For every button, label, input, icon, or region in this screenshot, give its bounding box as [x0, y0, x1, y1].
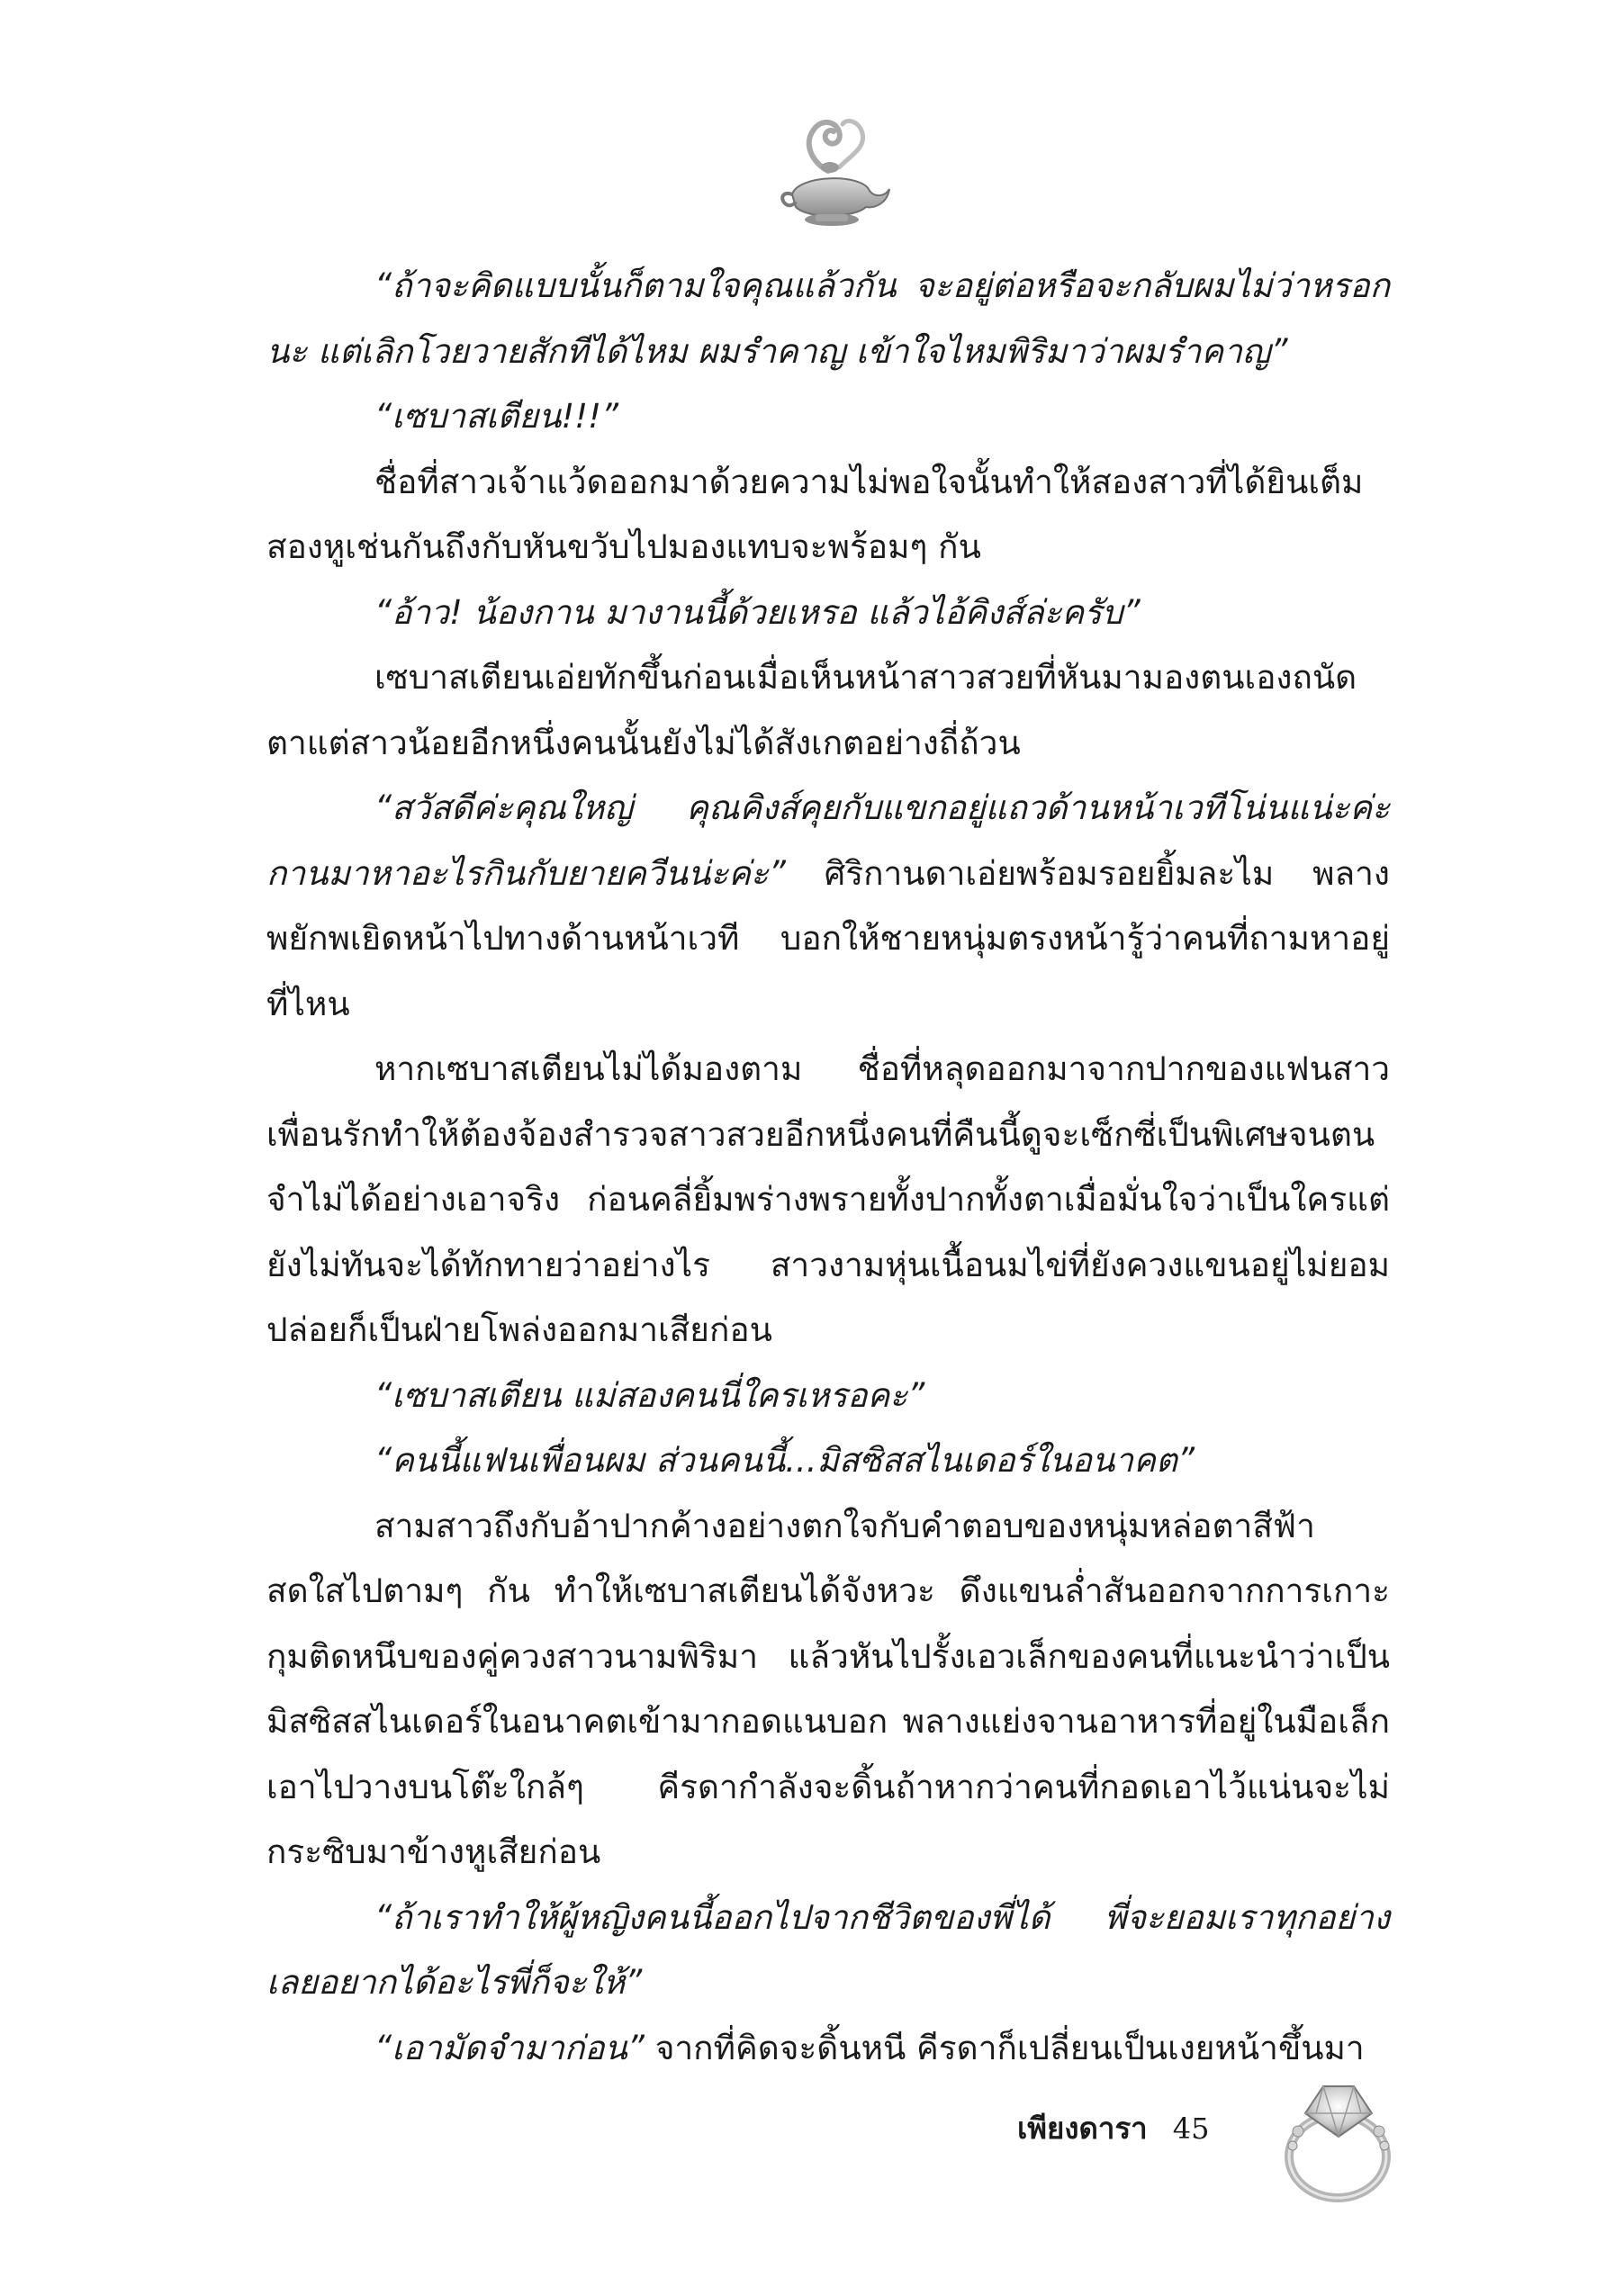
paragraph [266, 776, 1390, 1037]
page-footer [1017, 2104, 1260, 2152]
narration-text: เซบาสเตียนเอ่ยทักขึ้นก่อนเมื่อเห็นหน้าสาวสวยที่หันมามองตนเองถนัดตาแต่สาวน้อยอีกหนึ่งคนนั้นยังไม่ได้สังเกตอย่างถี่ถ้วน [266, 658, 1357, 762]
dialogue-text: “เอามัดจำมาก่อน” [374, 2028, 645, 2067]
paragraph [266, 254, 1390, 384]
diamond-ring-icon [1278, 2050, 1400, 2212]
narration-text: หากเซบาสเตียนไม่ได้มองตาม ชื่อที่หลุดออกมาจากปากของแฟนสาวเพื่อนรักทำให้ต้องจ้องสำรวจสาวสวยอีกหนึ่งคนที่คืนนี้ดูจะเซ็กซี่เป็นพิเศษจนตนจำไม่ได้อย่างเอาจริง ก่อนคลี่ยิ้มพร่างพรายทั้งปากทั้งตาเมื่อมั่นใจว่าเป็นใครแต่ยังไม่ทันจะได้ทักทายว่าอย่างไร สาวงามหุ่นเนื้อนมไข่ที่ยังควงแขนอยู่ไม่ยอมปล่อยก็เป็นฝ่ายโพล่งออกมาเสียก่อน [266, 1049, 1390, 1349]
narration-text: จากที่คิดจะดิ้นหนี คีรดาก็เปลี่ยนเป็นเงยหน้าขึ้นมา [644, 2028, 1365, 2067]
page-number: 45 [1172, 2111, 1210, 2146]
narration-text: ชื่อที่สาวเจ้าแว้ดออกมาด้วยความไม่พอใจนั้นทำให้สองสาวที่ได้ยินเต็มสองหูเช่นกันถึงกับหันขวับไปมองแทบจะพร้อมๆ กัน [266, 462, 1364, 566]
book-title: เพียงดารา [1017, 2111, 1148, 2146]
dialogue-text: “อ้าว! น้องกาน มางานนี้ด้วยเหรอ แล้วไอ้คิงส์ล่ะครับ” [374, 592, 1141, 632]
dialogue-text: “คนนี้แฟนเพื่อนผม ส่วนคนนี้...มิสซิสสไนเดอร์ในอนาคต” [374, 1441, 1195, 1480]
paragraph [266, 1428, 1390, 1494]
genie-lamp-icon [776, 108, 893, 239]
paragraph [266, 450, 1390, 581]
paragraph [266, 1037, 1390, 1364]
dialogue-text: “สวัสดีค่ะคุณใหญ่ คุณคิงส์คุยกับแขกอยู่แถวด้านหน้าเวทีโน่นแน่ะค่ะกานมาหาอะไรกินกับยายควีนน่ะค่ะ” [266, 788, 1390, 893]
paragraph [266, 384, 1390, 450]
dialogue-text: “ถ้าเราทำให้ผู้หญิงคนนี้ออกไปจากชีวิตของพี่ได้ พี่จะยอมเราทุกอย่างเลยอยากได้อะไรพี่ก็จะให้” [266, 1897, 1390, 2002]
narration-text: สามสาวถึงกับอ้าปากค้างอย่างตกใจกับคำตอบของหนุ่มหล่อตาสีฟ้าสดใสไปตามๆ กัน ทำให้เซบาสเตียนได้จังหวะ ดึงแขนล่ำสันออกจากการเกาะกุมติดหนึบของคู่ควงสาวนามพิริมา แล้วหันไปรั้งเอวเล็กของคนที่แนะนำว่าเป็นมิสซิสสไนเดอร์ในอนาคตเข้ามากอดแนบอก พลางแย่งจานอาหารที่อยู่ในมือเล็กเอาไปวางบนโต๊ะใกล้ๆ คีรดากำลังจะดิ้นถ้าหากว่าคนที่กอดเอาไว้แน่นจะไม่กระซิบมาข้างหูเสียก่อน [266, 1506, 1390, 1871]
dialogue-text: “เซบาสเตียน!!!” [374, 397, 619, 436]
narration-text: ศิริกานดาเอ่ยพร้อมรอยยิ้มละไม พลางพยักพเยิดหน้าไปทางด้านหน้าเวที บอกให้ชายหนุ่มตรงหน้ารู้ว่าคนที่ถามหาอยู่ที่ไหน [266, 853, 1390, 1023]
paragraph [266, 581, 1390, 646]
paragraph [266, 1886, 1390, 2016]
body-text [266, 254, 1390, 2081]
dialogue-text: “เซบาสเตียน แม่สองคนนี่ใครเหรอคะ” [374, 1375, 925, 1415]
paragraph [266, 1364, 1390, 1429]
paragraph [266, 645, 1390, 776]
paragraph [266, 1494, 1390, 1886]
dialogue-text: “ถ้าจะคิดแบบนั้นก็ตามใจคุณแล้วกัน จะอยู่ต่อหรือจะกลับผมไม่ว่าหรอกนะ แต่เลิกโวยวายสักทีได้ไหม ผมรำคาญ เข้าใจไหมพิริมาว่าผมรำคาญ” [266, 266, 1390, 371]
paragraph [266, 2016, 1390, 2082]
